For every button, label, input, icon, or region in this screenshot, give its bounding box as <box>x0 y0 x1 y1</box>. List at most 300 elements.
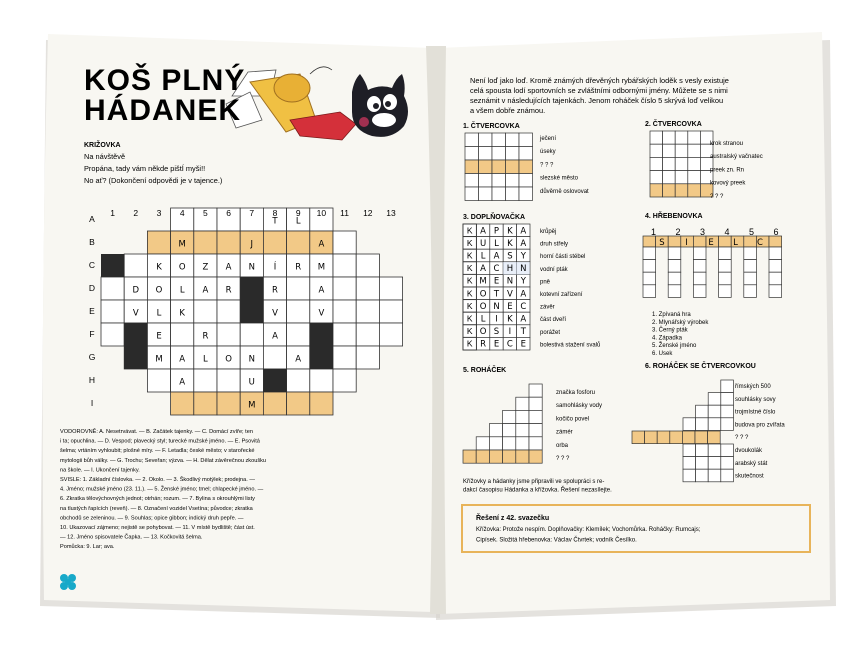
crossword-cell[interactable] <box>217 323 240 346</box>
roh5-cell[interactable] <box>529 424 542 437</box>
roh6-tajenka-cell[interactable] <box>632 431 645 444</box>
roh6-cell[interactable] <box>721 418 734 431</box>
cvc2-cell[interactable] <box>688 157 701 170</box>
handwritten-letter: A <box>179 377 186 388</box>
cvc2-cell[interactable] <box>675 131 688 144</box>
puzzle-clue: důvěrně oslovovat <box>540 188 589 195</box>
hreb-tooth-cell[interactable] <box>769 247 782 260</box>
roh6-cell[interactable] <box>696 405 709 418</box>
dopl-letter: O <box>479 327 487 338</box>
handwritten-letter: A <box>202 285 209 296</box>
crossword-block <box>101 254 124 277</box>
cvc1-cell[interactable] <box>492 187 506 201</box>
hreb-tooth-cell[interactable] <box>693 247 706 260</box>
roh6-square-cell[interactable] <box>721 469 734 482</box>
cvc2-cell[interactable] <box>675 157 688 170</box>
dopl-letter: K <box>466 237 473 248</box>
roh6-square-cell[interactable] <box>683 457 696 470</box>
puzzle-clue: budova pro zvířata <box>735 422 785 429</box>
roh5-cell[interactable] <box>516 397 529 410</box>
handwritten-letter: D <box>132 285 140 296</box>
hreb-letter: L <box>733 238 738 248</box>
roh6-tajenka-cell[interactable] <box>682 431 695 444</box>
roh5-cell[interactable] <box>529 450 542 463</box>
clue-line: VODOROVNĚ: A. Nesetrvávat. — B. Začátek tajenky. — C. Domácí zvíře; ten <box>60 429 253 435</box>
cvc1-cell[interactable] <box>479 187 493 201</box>
row-letter: A <box>89 214 95 224</box>
cvc2-cell[interactable] <box>675 184 688 197</box>
dopl-letter: S <box>507 251 513 262</box>
dopl-letter: A <box>520 314 527 325</box>
hreb-tooth-cell[interactable] <box>668 260 681 273</box>
cvc1-cell[interactable] <box>492 147 506 161</box>
cvc2-cell[interactable] <box>663 184 676 197</box>
crossword-cell[interactable] <box>379 277 402 300</box>
right-intro: seznámit v následujících tajenkách. Jenom roháček číslo 5 skrývá loď velikou <box>470 96 724 105</box>
crossword-cell[interactable] <box>194 392 217 415</box>
crossword-cell[interactable] <box>287 277 310 300</box>
dopl-letter: K <box>507 226 513 237</box>
row-letter: B <box>89 237 95 247</box>
hreb-letter: I <box>685 238 688 248</box>
crossword-cell[interactable] <box>333 277 356 300</box>
credit-line: dakcí časopisu Hádanka a křížovka. Řešení nezasílejte. <box>463 487 612 494</box>
hreb-tooth-cell[interactable] <box>744 247 757 260</box>
cvc2-cell[interactable] <box>688 184 701 197</box>
crossword-cell[interactable] <box>147 231 170 254</box>
cvc1-cell[interactable] <box>506 160 520 174</box>
solution-title: Řešení z 42. svazečku <box>476 515 550 522</box>
hreb-tooth-cell[interactable] <box>719 247 732 260</box>
column-number: 8 <box>272 208 278 218</box>
hreb-tooth-cell[interactable] <box>769 285 782 298</box>
dopl-letter: E <box>507 301 513 312</box>
hreb-top-cell[interactable] <box>693 236 706 247</box>
roh6-square-cell[interactable] <box>708 457 721 470</box>
cvc1-cell[interactable] <box>479 160 493 174</box>
roh5-cell[interactable] <box>476 450 489 463</box>
cvc1-cell[interactable] <box>465 187 479 201</box>
clue-line: mytologii bůh války. — G. Trochu; Seveřan; výzva. — H. Dělat závěrečnou zkoušku <box>60 457 267 464</box>
crossword-cell[interactable] <box>379 323 402 346</box>
puzzle-title: 4. HŘEBENOVKA <box>645 213 703 220</box>
puzzle-clue: závěr <box>540 304 555 311</box>
roh6-square-cell[interactable] <box>708 444 721 457</box>
puzzle-clue: 5. Ženské jméno <box>652 343 697 350</box>
cvc1-cell[interactable] <box>465 147 479 161</box>
dopl-letter: V <box>506 289 513 300</box>
crossword-cell[interactable] <box>356 254 379 277</box>
crossword-cell[interactable] <box>263 392 286 415</box>
column-number: 2 <box>133 208 139 218</box>
clue-line: šelma; vrtáním vyhloubit; plošné míry. — F. Letadla; české město; v starořecké <box>60 448 255 455</box>
crossword-cell[interactable] <box>379 300 402 323</box>
cvc2-cell[interactable] <box>650 131 663 144</box>
roh6-tajenka-cell[interactable] <box>657 431 670 444</box>
crossword-cell[interactable] <box>310 392 333 415</box>
clue-line: — 12. Jméno spisovatele Čapka. — 13. Kočkovitá šelma. <box>60 534 203 541</box>
cvc2-cell[interactable] <box>650 171 663 184</box>
handwritten-letter: N <box>248 262 255 273</box>
roh6-cell[interactable] <box>721 405 734 418</box>
clue-line: 10. Ukazovací zájmeno; nejistě se pohybovat. — 11. V místě bydliště; část úst. <box>60 525 255 531</box>
handwritten-letter: R <box>295 262 302 273</box>
crossword-cell[interactable] <box>147 369 170 392</box>
roh5-cell[interactable] <box>516 424 529 437</box>
crossword-cell[interactable] <box>356 346 379 369</box>
crossword-block <box>124 346 147 369</box>
crossword-cell[interactable] <box>287 323 310 346</box>
puzzle-title: 5. ROHÁČEK <box>463 367 507 374</box>
column-number: 11 <box>340 208 350 218</box>
cvc2-cell[interactable] <box>663 131 676 144</box>
puzzle-clue: slezské město <box>540 175 579 182</box>
puzzle-clue: krůpěj <box>540 229 557 235</box>
crossword-cell[interactable] <box>356 277 379 300</box>
crossword-cell[interactable] <box>333 300 356 323</box>
dopl-letter: T <box>493 289 500 300</box>
dopl-letter: C <box>506 339 513 350</box>
cvc1-cell[interactable] <box>479 174 493 188</box>
dopl-letter: C <box>493 264 500 275</box>
roh6-square-cell[interactable] <box>708 469 721 482</box>
cvc2-cell[interactable] <box>688 144 701 157</box>
cvc1-cell[interactable] <box>479 133 493 147</box>
puzzle-clue: 1. Zpívaná hra <box>652 312 691 318</box>
handwritten-letter: A <box>272 331 278 342</box>
hreb-tooth-cell[interactable] <box>643 260 656 273</box>
cvc2-cell[interactable] <box>663 171 676 184</box>
roh5-cell[interactable] <box>516 437 529 450</box>
dopl-letter: S <box>493 327 500 338</box>
handwritten-letter: M <box>248 400 256 411</box>
crossword-cell[interactable] <box>263 231 286 254</box>
cvc1-cell[interactable] <box>519 187 533 201</box>
roh5-cell[interactable] <box>476 437 489 450</box>
crossword-cell[interactable] <box>287 392 310 415</box>
row-letter: E <box>89 306 95 316</box>
intro-line: Propána, tady vám někde pištÍ myši!! <box>84 164 206 173</box>
roh5-cell[interactable] <box>516 450 529 463</box>
handwritten-letter: K <box>156 262 162 273</box>
crossword-cell[interactable] <box>240 323 263 346</box>
dopl-letter: O <box>479 289 487 300</box>
clue-line: obchodů se zeleninou. — 9. Souhlas; opice gibbon; indický druh pepře. — <box>60 515 244 522</box>
crossword-cell[interactable] <box>171 323 194 346</box>
cvc2-cell[interactable] <box>650 144 663 157</box>
hreb-number: 1 <box>651 227 657 237</box>
crossword-cell[interactable] <box>101 300 124 323</box>
column-number: 13 <box>386 208 396 218</box>
dopl-letter: K <box>507 238 513 249</box>
crossword-cell[interactable] <box>124 254 147 277</box>
roh5-cell[interactable] <box>489 437 502 450</box>
column-number: 5 <box>203 208 208 218</box>
dopl-letter: O <box>479 301 487 312</box>
roh6-tajenka-cell[interactable] <box>695 431 708 444</box>
hreb-number: 2 <box>675 227 681 237</box>
dopl-letter: E <box>520 339 526 350</box>
puzzle-clue: druh střely <box>540 241 569 248</box>
hreb-number: 4 <box>724 227 730 237</box>
hreb-tooth-cell[interactable] <box>719 260 732 273</box>
dopl-letter: K <box>466 313 473 324</box>
handwritten-letter: O <box>225 354 232 365</box>
puzzle-clue: část dveří <box>540 317 567 324</box>
puzzle-clue: dvoukolák <box>735 448 763 454</box>
handwritten-letter: A <box>318 239 325 250</box>
column-number: 6 <box>226 208 231 218</box>
title-line1: KOŠ PLNÝ <box>84 64 246 97</box>
roh6-square-cell[interactable] <box>696 457 709 470</box>
handwritten-letter: M <box>178 239 186 250</box>
handwritten-letter: J <box>250 239 254 250</box>
clue-line: na tlustých řapících (reveň). — 8. Označení vozidel Vsetína; původce; zkratka <box>60 505 253 512</box>
cvc1-cell[interactable] <box>492 133 506 147</box>
cvc2-cell[interactable] <box>688 131 701 144</box>
crossword-cell[interactable] <box>356 300 379 323</box>
hreb-tooth-cell[interactable] <box>744 260 757 273</box>
cvc2-cell[interactable] <box>688 171 701 184</box>
crossword-block <box>240 277 263 300</box>
hreb-tooth-cell[interactable] <box>643 285 656 298</box>
puzzle-clue: římských 500 <box>735 384 771 390</box>
hreb-tooth-cell[interactable] <box>719 272 732 285</box>
crossword-cell[interactable] <box>333 346 356 369</box>
handwritten-letter: Í <box>273 262 277 273</box>
roh6-square-cell[interactable] <box>683 469 696 482</box>
dopl-letter: L <box>494 238 499 249</box>
roh5-cell[interactable] <box>503 424 516 437</box>
cvc1-cell[interactable] <box>479 147 493 161</box>
cvc1-cell[interactable] <box>506 174 520 188</box>
crossword-cell[interactable] <box>101 323 124 346</box>
roh6-square-cell[interactable] <box>721 457 734 470</box>
roh5-cell[interactable] <box>489 450 502 463</box>
crossword-cell[interactable] <box>217 231 240 254</box>
crossword-cell[interactable] <box>333 254 356 277</box>
roh5-cell[interactable] <box>489 424 502 437</box>
right-intro: celá spousta lodí sportovních se zvláštními odbornými jmény. Můžete se s nimi <box>470 86 728 95</box>
cvc1-cell[interactable] <box>519 174 533 188</box>
puzzle-title: 6. ROHÁČEK SE ČTVERCOVKOU <box>645 363 756 370</box>
cvc1-cell[interactable] <box>465 133 479 147</box>
crossword-cell[interactable] <box>287 300 310 323</box>
dopl-letter: R <box>480 339 487 350</box>
puzzle-clue: kovový preek <box>710 180 746 187</box>
clue-line: 4. Jméno; mužské jméno (23. 11.). — 5. Ženské jméno; tmel; chlapecké jméno. — <box>60 486 264 493</box>
column-number: 10 <box>316 208 327 218</box>
hreb-tooth-cell[interactable] <box>769 260 782 273</box>
hreb-tooth-cell[interactable] <box>668 247 681 260</box>
hreb-tooth-cell[interactable] <box>769 272 782 285</box>
hreb-tooth-cell[interactable] <box>668 272 681 285</box>
puzzle-clue: ? ? ? <box>556 456 570 462</box>
dopl-letter: K <box>466 275 473 286</box>
crossword-cell[interactable] <box>356 323 379 346</box>
dopl-letter: K <box>466 250 473 261</box>
puzzle-clue: preek zn. Rn <box>710 167 745 174</box>
dopl-letter: K <box>466 263 473 274</box>
hreb-top-cell[interactable] <box>668 236 681 247</box>
puzzle-clue: úseky <box>540 149 556 156</box>
row-letter: G <box>88 352 96 362</box>
handwritten-letter: E <box>156 331 162 342</box>
roh6-cell[interactable] <box>708 405 721 418</box>
puzzle-clue: zámér <box>556 429 573 436</box>
puzzle-clue: arabský stát <box>735 460 768 467</box>
puzzle-clue: 3. Černý pták <box>652 327 688 334</box>
hreb-tooth-cell[interactable] <box>668 285 681 298</box>
dopl-letter: L <box>480 314 486 325</box>
right-intro: a všem dobře známou. <box>470 106 546 115</box>
cvc1-cell[interactable] <box>506 133 520 147</box>
puzzle-clue: kočičo povel <box>556 416 590 423</box>
dopl-letter: A <box>480 264 487 275</box>
hreb-number: 6 <box>773 227 779 237</box>
dopl-letter: E <box>493 276 500 287</box>
crossword-cell[interactable] <box>194 369 217 392</box>
roh6-square-cell[interactable] <box>696 469 709 482</box>
crossword-cell[interactable] <box>217 392 240 415</box>
crossword-cell[interactable] <box>217 300 240 323</box>
roh6-square-cell[interactable] <box>696 444 709 457</box>
cvc1-cell[interactable] <box>492 174 506 188</box>
roh6-tajenka-cell[interactable] <box>708 431 721 444</box>
cvc2-cell[interactable] <box>663 144 676 157</box>
cvc1-cell[interactable] <box>465 160 479 174</box>
crossword-cell[interactable] <box>101 277 124 300</box>
roh6-cell[interactable] <box>708 393 721 406</box>
puzzle-clue: kotevní zařízení <box>540 292 583 298</box>
handwritten-letter: V <box>132 308 139 319</box>
crossword-cell[interactable] <box>310 369 333 392</box>
cvc1-cell[interactable] <box>519 160 533 174</box>
handwritten-letter: Z <box>202 262 209 273</box>
roh5-cell[interactable] <box>516 410 529 423</box>
hreb-tooth-cell[interactable] <box>719 285 732 298</box>
roh5-cell[interactable] <box>463 450 476 463</box>
dopl-letter: K <box>507 314 513 325</box>
column-number: 12 <box>363 208 373 218</box>
cvc1-cell[interactable] <box>492 160 506 174</box>
column-number: 4 <box>179 208 185 218</box>
cvc1-cell[interactable] <box>519 133 533 147</box>
roh6-square-cell[interactable] <box>683 444 696 457</box>
cvc1-cell[interactable] <box>519 147 533 161</box>
puzzle-title: 3. DOPLŇOVAČKA <box>463 214 526 221</box>
crossword-cell[interactable] <box>333 369 356 392</box>
crossword-cell[interactable] <box>333 323 356 346</box>
hreb-top-cell[interactable] <box>643 236 656 247</box>
hreb-tooth-cell[interactable] <box>693 272 706 285</box>
handwritten-letter: L <box>179 285 185 296</box>
puzzle-clue: souhlásky sovy <box>735 396 776 403</box>
dopl-letter: Y <box>520 251 526 262</box>
handwritten-letter: R <box>272 285 278 296</box>
dopl-letter: I <box>495 314 498 325</box>
dopl-letter: I <box>508 327 512 338</box>
roh5-cell[interactable] <box>529 397 542 410</box>
roh5-cell[interactable] <box>503 410 516 423</box>
roh6-cell[interactable] <box>721 380 734 393</box>
roh6-cell[interactable] <box>696 418 709 431</box>
roh6-cell[interactable] <box>721 393 734 406</box>
roh6-tajenka-cell[interactable] <box>645 431 658 444</box>
crossword-cell[interactable] <box>287 231 310 254</box>
dopl-letter: A <box>520 289 527 300</box>
column-number: 3 <box>156 208 162 218</box>
roh5-cell[interactable] <box>529 437 542 450</box>
cvc2-cell[interactable] <box>675 144 688 157</box>
crossword-cell[interactable] <box>333 231 356 254</box>
puzzle-clue: pně <box>540 279 551 286</box>
hreb-top-cell[interactable] <box>744 236 757 247</box>
column-number: 9 <box>295 208 301 218</box>
dopl-letter: A <box>520 226 527 237</box>
crossword-block <box>240 300 263 323</box>
cvc1-cell[interactable] <box>506 187 520 201</box>
cvc1-cell[interactable] <box>506 147 520 161</box>
dopl-letter: A <box>520 238 527 249</box>
cvc2-cell[interactable] <box>675 171 688 184</box>
roh5-cell[interactable] <box>529 410 542 423</box>
roh6-cell[interactable] <box>683 418 696 431</box>
roh5-cell[interactable] <box>503 450 516 463</box>
puzzle-clue: horní části stébel <box>540 254 586 261</box>
handwritten-letter: K <box>179 308 185 319</box>
puzzle-clue: samohlásky vody <box>556 403 603 410</box>
intro-line: No ať? (Dokončení odpovědi je v tajence.) <box>84 176 223 185</box>
cvc2-cell[interactable] <box>650 157 663 170</box>
roh6-tajenka-cell[interactable] <box>670 431 683 444</box>
solution-line: Cipísek. Složitá hřebenovka: Václav Čtvrtek; vodník Česílko. <box>476 537 637 544</box>
dopl-letter: T <box>520 327 526 338</box>
hreb-top-cell[interactable] <box>719 236 732 247</box>
dopl-letter: K <box>466 300 473 311</box>
crossword-cell[interactable] <box>287 369 310 392</box>
crossword-cell[interactable] <box>194 231 217 254</box>
cvc2-cell[interactable] <box>663 157 676 170</box>
crossword-cell[interactable] <box>171 392 194 415</box>
intro-line: Na návštěvě <box>84 152 126 161</box>
hreb-tooth-cell[interactable] <box>744 272 757 285</box>
dopl-letter: A <box>493 251 500 262</box>
handwritten-letter: V <box>272 308 278 319</box>
hreb-tooth-cell[interactable] <box>693 285 706 298</box>
crossword-cell[interactable] <box>194 300 217 323</box>
right-intro: Není loď jako loď. Kromě známých dřevěných rybářských loděk s vesly existuje <box>470 76 729 85</box>
hreb-tooth-cell[interactable] <box>643 272 656 285</box>
roh6-cell[interactable] <box>708 418 721 431</box>
hreb-top-cell[interactable] <box>769 236 782 247</box>
hreb-tooth-cell[interactable] <box>693 260 706 273</box>
roh5-cell[interactable] <box>529 384 542 397</box>
row-letter: H <box>88 375 96 385</box>
roh5-cell[interactable] <box>503 437 516 450</box>
puzzle-clue: ječení <box>540 136 557 142</box>
crossword-cell[interactable] <box>263 346 286 369</box>
clue-line: Pomůcka: 9. Lar; ava. <box>60 544 115 551</box>
handwritten-letter: A <box>225 262 232 273</box>
cvc2-cell[interactable] <box>650 184 663 197</box>
handwritten-letter: V <box>318 308 325 319</box>
roh6-square-cell[interactable] <box>721 444 734 457</box>
crossword-cell[interactable] <box>217 369 240 392</box>
hreb-tooth-cell[interactable] <box>643 247 656 260</box>
cvc1-cell[interactable] <box>465 174 479 188</box>
hreb-tooth-cell[interactable] <box>744 285 757 298</box>
